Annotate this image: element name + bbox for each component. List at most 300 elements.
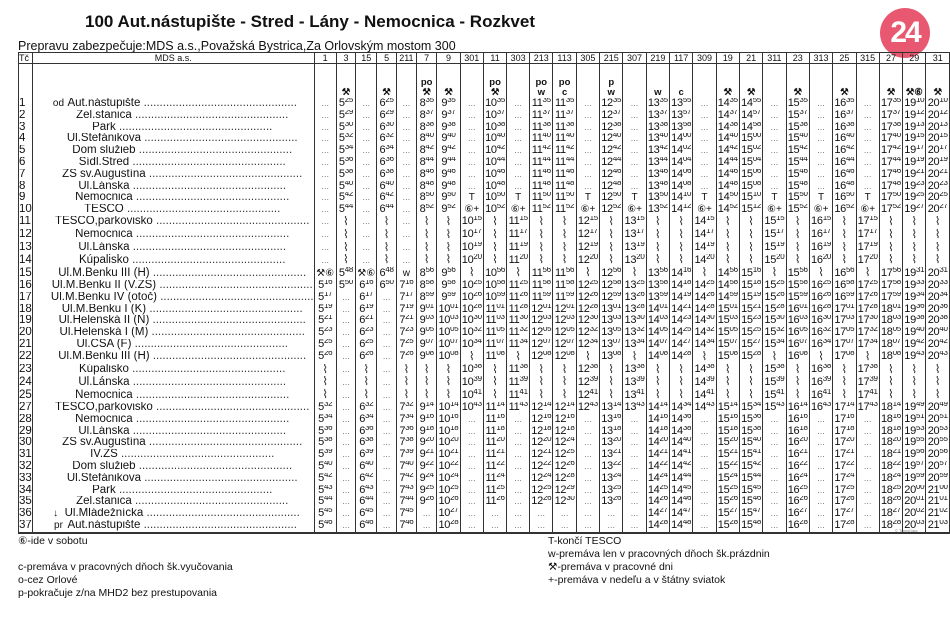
departure-time: $6^{34}$ [377,145,396,157]
departure-time: $10^{38}$ [485,121,506,133]
departure-time: $16^{25}$ [811,279,831,291]
trip-note: ⚒ [336,64,355,99]
departure-time: … [623,414,646,426]
departure-time: $10^{43}$ [461,401,482,413]
skip-marker: ⌇ [600,242,623,255]
stop-row [19,376,950,389]
skip-marker: ⌇ [530,216,553,229]
departure-time: $12^{14}$ [554,401,575,413]
departure-time: $14^{32}$ [694,327,715,339]
stop-number: 23 [19,363,32,376]
departure-time: … [856,181,879,193]
departure-time: $20^{01}$ [904,496,925,508]
stop-number: 37 [19,519,32,531]
departure-time: $6^{19}$ [356,304,377,316]
trip-note: po w [530,64,553,99]
departure-time: $12^{24}$ [531,472,552,484]
departure-time: $11^{44}$ [553,157,576,169]
stop-number: 17 [19,291,32,303]
stop-name: Ul.M.Benku III (H) ................................................ [32,351,314,364]
departure-time: … [417,520,437,533]
departure-time: $7^{44}$ [396,496,416,508]
departure-time: … [623,181,646,193]
departure-time: $15^{56}$ [787,267,808,279]
departure-time: $8^{35}$ [417,98,437,110]
skip-marker: ⌇ [417,216,437,229]
departure-time: $5^{44}$ [314,496,336,508]
skip-marker: ⌇ [646,254,669,267]
departure-time: $16^{59}$ [834,291,855,303]
departure-time: … [356,192,377,204]
departure-time: $14^{48}$ [671,519,692,531]
stop-row [19,110,950,122]
departure-time: $14^{42}$ [717,145,738,157]
departure-time: … [377,327,396,339]
skip-marker: ⌇ [739,229,762,242]
departure-time: … [763,414,786,426]
skip-marker: ⌇ [600,389,623,402]
departure-time: $17^{21}$ [834,449,855,461]
departure-time: … [809,508,832,520]
departure-time: $10^{17}$ [461,228,482,241]
departure-time: … [623,520,646,533]
departure-time: $12^{30}$ [577,315,598,327]
departure-time: $12^{26}$ [577,291,598,303]
skip-marker: ⌇ [460,267,483,280]
departure-time: $15^{26}$ [717,496,738,508]
departure-time: $20^{34}$ [927,291,948,303]
departure-time: $12^{35}$ [601,98,622,109]
departure-time: $16^{24}$ [787,472,808,484]
departure-time: $13^{58}$ [671,121,692,133]
departure-time: $17^{27}$ [834,508,855,520]
departure-time: $16^{20}$ [811,254,831,266]
operator-line: Prepravu zabezpečuje:MDS a.s.,Považská Bystrica,Za Orlovským mostom 300 [18,39,456,53]
departure-time: $10^{32}$ [461,327,482,339]
stop-row [19,304,950,316]
skip-marker: ⌇ [623,267,646,280]
stop-number: 34 [19,484,32,496]
departure-time: $12^{50}$ [601,192,622,204]
stop-number: 21 [19,338,32,350]
departure-time: $19^{13}$ [904,121,925,133]
departure-time: … [396,157,416,169]
departure-time: $18^{25}$ [880,484,901,496]
departure-time: … [623,496,646,508]
departure-time: $14^{20}$ [694,254,715,266]
departure-time: $11^{01}$ [483,304,506,316]
departure-time: $6^{40}$ [377,181,396,193]
stop-name: Kúpalisko ................................................ [32,254,314,267]
trip-number-header: 303 [507,53,530,64]
stop-name: Žel.stanica ................................................ [32,496,314,508]
departure-time: … [809,122,832,134]
skip-marker: ⌇ [396,364,416,377]
departure-time: $15^{06}$ [741,168,762,180]
departure-time: $10^{39}$ [461,376,482,388]
departure-time: … [377,364,396,377]
departure-time: $14^{06}$ [671,168,692,180]
departure-time: $5^{16}$ [314,280,336,292]
site-logo-badge[interactable]: 24 [880,8,930,58]
departure-time: $9^{35}$ [437,98,460,110]
departure-time: $5^{45}$ [314,508,336,520]
departure-time: $19^{49}$ [904,401,925,413]
skip-marker: ⌇ [833,216,856,229]
departure-time: $11^{16}$ [483,414,506,426]
departure-time: $15^{12}$ [741,204,762,216]
departure-time: … [693,437,716,449]
departure-time: … [336,461,355,473]
departure-time: $13^{25}$ [624,279,645,291]
departure-time: … [763,110,786,122]
skip-marker: ⌇ [833,254,856,267]
departure-time: $9^{44}$ [437,157,460,169]
departure-time: … [336,327,355,339]
service-marker: T [856,192,879,204]
trip-note: po ⚒ [483,64,506,99]
stop-number: 22 [19,350,32,363]
departure-time: … [377,473,396,485]
skip-marker: ⌇ [530,229,553,242]
departure-time: $5^{42}$ [336,192,355,204]
departure-time: $19^{42}$ [904,338,925,350]
departure-time: $14^{59}$ [717,291,738,303]
departure-time: $16^{18}$ [787,425,808,437]
departure-time: $18^{24}$ [880,472,901,484]
skip-marker: ⌇ [336,242,355,255]
departure-time: $14^{02}$ [671,145,692,157]
departure-time: $11^{44}$ [530,157,553,169]
departure-time: $19^{19}$ [904,156,925,168]
departure-time: … [507,496,530,508]
departure-time: $10^{26}$ [461,291,482,303]
departure-time: $19^{56}$ [904,449,925,461]
stop-name: TESCO,parkovisko ................................................ [32,402,314,414]
stop-row [19,496,950,508]
service-marker: w [396,267,416,280]
departure-time: $9^{21}$ [417,449,437,461]
departure-time: $16^{48}$ [834,180,855,192]
trip-number-header: 25 [833,53,856,64]
departure-time: $9^{03}$ [417,315,437,327]
stop-name: Ul.M.Benku II (V.ZŠ) ................................................ [32,280,314,292]
skip-marker: ⌇ [437,376,460,389]
departure-time: $9^{08}$ [417,351,437,364]
stop-row [19,229,950,242]
skip-marker: ⌇ [786,364,809,377]
service-marker: ⑥+ [623,204,646,216]
departure-time: $14^{25}$ [671,327,692,339]
departure-time: $15^{14}$ [717,401,738,413]
skip-marker: ⌇ [739,376,762,389]
departure-time: $6^{50}$ [377,280,396,292]
departure-time: … [856,473,879,485]
trip-note [763,64,786,99]
departure-time: … [576,496,599,508]
skip-marker: ⌇ [356,376,377,389]
departure-time: … [377,414,396,426]
departure-time: … [377,376,396,389]
trip-note [693,64,716,99]
departure-time: … [693,169,716,181]
stop-row [19,315,950,327]
departure-time: $9^{16}$ [417,414,437,426]
departure-time: $12^{03}$ [531,315,552,327]
stop-name: Nemocnica ................................................ [32,414,314,426]
departure-time: $8^{46}$ [417,169,437,181]
departure-time: … [507,110,530,122]
departure-time: … [460,169,483,181]
stop-number: 25 [19,389,32,401]
skip-marker: ⌇ [377,216,396,229]
trip-note [856,64,879,99]
departure-time: $20^{12}$ [927,109,948,121]
departure-time: $12^{16}$ [531,413,552,425]
departure-time: $12^{24}$ [554,437,575,449]
skip-marker: ⌇ [553,364,576,377]
departure-time: $21^{03}$ [927,519,948,531]
departure-time: $7^{34}$ [396,414,416,426]
departure-time: $15^{08}$ [741,180,762,192]
departure-time: $15^{08}$ [717,350,738,363]
departure-time: $5^{36}$ [336,157,355,169]
skip-marker: ⌇ [646,364,669,377]
departure-time: $10^{28}$ [438,519,459,531]
skip-marker: ⌇ [417,376,437,389]
departure-time: $5^{50}$ [336,280,355,292]
departure-time: … [377,437,396,449]
departure-time: $10^{38}$ [461,363,482,376]
departure-time: $16^{08}$ [787,350,808,363]
departure-time: $6^{25}$ [377,98,396,110]
departure-time: $20^{19}$ [927,156,948,168]
departure-time: $14^{58}$ [741,121,762,133]
departure-time: … [396,254,416,267]
departure-time: … [460,473,483,485]
skip-marker: ⌇ [670,242,693,255]
departure-time: … [856,449,879,461]
stop-name: ↓ Ul.Mládežnícka ................................................ [32,508,314,520]
stop-row [19,181,950,193]
col-stop-header: MDS a.s. [32,53,314,64]
departure-time: $14^{25}$ [694,279,715,291]
skip-marker: ⌇ [786,242,809,255]
departure-time: … [693,181,716,193]
departure-time: … [856,157,879,169]
departure-time: $9^{14}$ [417,402,437,414]
stop-number: 15 [19,267,32,279]
departure-time: … [856,485,879,497]
departure-time: $18^{21}$ [880,449,901,461]
departure-time: $9^{26}$ [417,496,437,508]
skip-marker: ⌇ [314,364,336,377]
skip-marker: ⌇ [903,376,926,389]
skip-marker: ⌇ [483,229,506,242]
stop-number: 8 [19,181,33,193]
trip-note: ⚒ [739,64,762,99]
trip-number-header: 19 [716,53,739,64]
departure-time: … [507,508,530,520]
departure-time: … [336,426,355,438]
departure-time: $6^{25}$ [356,339,377,351]
departure-time: … [600,508,623,520]
departure-time: $15^{04}$ [741,156,762,168]
departure-time: … [576,461,599,473]
departure-time: $9^{56}$ [437,267,460,280]
departure-time: $11^{20}$ [508,254,528,266]
departure-time: … [460,414,483,426]
departure-time: … [377,426,396,438]
departure-time: $14^{05}$ [647,327,668,339]
skip-marker: ⌇ [809,267,832,280]
departure-time: … [507,485,530,497]
departure-time: $19^{33}$ [904,279,925,291]
departure-time: $11^{46}$ [553,169,576,181]
footnote: c-premáva v pracovných dňoch šk.vyučovania [18,561,233,573]
departure-time: $17^{20}$ [857,254,878,266]
skip-marker: ⌇ [833,364,856,377]
skip-marker: ⌇ [716,376,739,389]
trip-note: po ⚒ [417,64,437,99]
skip-marker: ⌇ [926,376,950,389]
departure-time: $14^{08}$ [647,350,668,363]
departure-time: … [460,110,483,122]
departure-time: $14^{34}$ [694,338,715,350]
departure-time: $6^{38}$ [356,437,377,449]
skip-marker: ⌇ [716,254,739,267]
departure-time: $13^{15}$ [624,215,645,228]
departure-time: $12^{46}$ [601,168,622,180]
departure-time: … [507,145,530,157]
departure-time: $20^{02}$ [904,508,925,520]
skip-marker: ⌇ [786,254,809,267]
departure-time: $12^{17}$ [577,228,598,241]
trip-number-header: 7 [417,53,437,64]
departure-time: $11^{21}$ [483,449,506,461]
departure-time: $6^{46}$ [356,520,377,533]
departure-time: $5^{40}$ [336,181,355,193]
stop-number: 10 [19,204,32,216]
departure-time: $15^{07}$ [717,338,738,350]
departure-time: $9^{50}$ [437,192,460,204]
departure-time: $5^{32}$ [336,133,355,145]
skip-marker: ⌇ [600,376,623,389]
departure-time: $11^{34}$ [508,338,528,350]
departure-time: $13^{38}$ [647,121,668,133]
trip-note [460,64,483,99]
departure-time: $16^{28}$ [811,303,831,315]
trip-number-header: 1 [314,53,336,64]
direction-marker: ↓ [53,508,59,520]
departure-time: $5^{32}$ [314,402,336,414]
stop-row [19,351,950,364]
skip-marker: ⌇ [600,364,623,377]
departure-time: … [336,402,355,414]
departure-time: … [377,389,396,402]
departure-time: … [576,181,599,193]
skip-marker: ⌇ [576,351,599,364]
skip-marker: ⌇ [926,229,950,242]
skip-marker: ⌇ [377,229,396,242]
departure-time: $17^{25}$ [857,279,878,291]
stop-number: 7 [19,169,33,181]
departure-time: $5^{40}$ [314,461,336,473]
departure-time: $14^{19}$ [671,291,692,303]
departure-time: $20^{36}$ [927,303,948,315]
departure-time: … [377,496,396,508]
skip-marker: ⌇ [576,267,599,280]
departure-time: $8^{37}$ [417,110,437,122]
skip-marker: ⌇ [336,254,355,267]
footnotes-left [18,535,233,600]
departure-time: $10^{22}$ [438,460,459,472]
trip-number-header: 219 [646,53,669,64]
departure-time: $15^{10}$ [741,192,762,204]
skip-marker: ⌇ [763,351,786,364]
skip-marker: ⌇ [926,364,950,377]
direction-marker: pr [54,519,63,531]
departure-time: $8^{38}$ [417,122,437,134]
trip-note [507,64,530,99]
departure-time: $18^{18}$ [880,425,901,437]
service-marker: T [576,192,599,204]
stop-row [19,280,950,292]
departure-time: $9^{38}$ [437,122,460,134]
departure-time: … [693,145,716,157]
departure-time: $17^{50}$ [880,192,901,204]
departure-time: … [693,98,716,110]
stop-name: TESCO ................................................ [32,204,314,216]
departure-time: $13^{32}$ [624,327,645,339]
departure-time: $20^{21}$ [927,168,948,180]
departure-time: $14^{27}$ [647,508,668,520]
departure-time: $11^{56}$ [553,267,576,280]
departure-time: $14^{24}$ [647,472,668,484]
departure-time: $12^{37}$ [601,109,622,121]
stop-number: 4 [19,133,33,145]
departure-time: $13^{26}$ [601,496,622,508]
departure-time: $15^{17}$ [764,228,785,241]
departure-time: … [396,133,416,145]
stop-row [19,414,950,426]
departure-time: $13^{38}$ [624,363,645,376]
skip-marker: ⌇ [763,267,786,280]
skip-marker: ⌇ [646,229,669,242]
departure-time: … [356,216,377,229]
departure-time: $18^{01}$ [880,303,901,315]
departure-time: $15^{26}$ [764,291,785,303]
departure-time: $8^{56}$ [417,267,437,280]
stop-number: 27 [19,401,32,413]
trip-note: ⚒ [716,64,739,99]
departure-time: $15^{36}$ [741,413,762,425]
departure-time: $6^{44}$ [356,496,377,508]
departure-time: $16^{25}$ [787,484,808,496]
departure-time: $15^{34}$ [741,401,762,413]
departure-time: $17^{26}$ [834,496,855,508]
departure-time: $17^{26}$ [857,291,878,303]
trip-note [576,64,599,99]
service-marker: ⑥+ [693,204,716,216]
departure-time: … [314,122,336,134]
departure-time: $6^{26}$ [356,351,377,364]
departure-time: $8^{50}$ [417,192,437,204]
skip-marker: ⌇ [483,376,506,389]
departure-time: $11^{14}$ [483,402,506,414]
stop-row [19,437,950,449]
departure-time: $15^{48}$ [741,519,762,531]
